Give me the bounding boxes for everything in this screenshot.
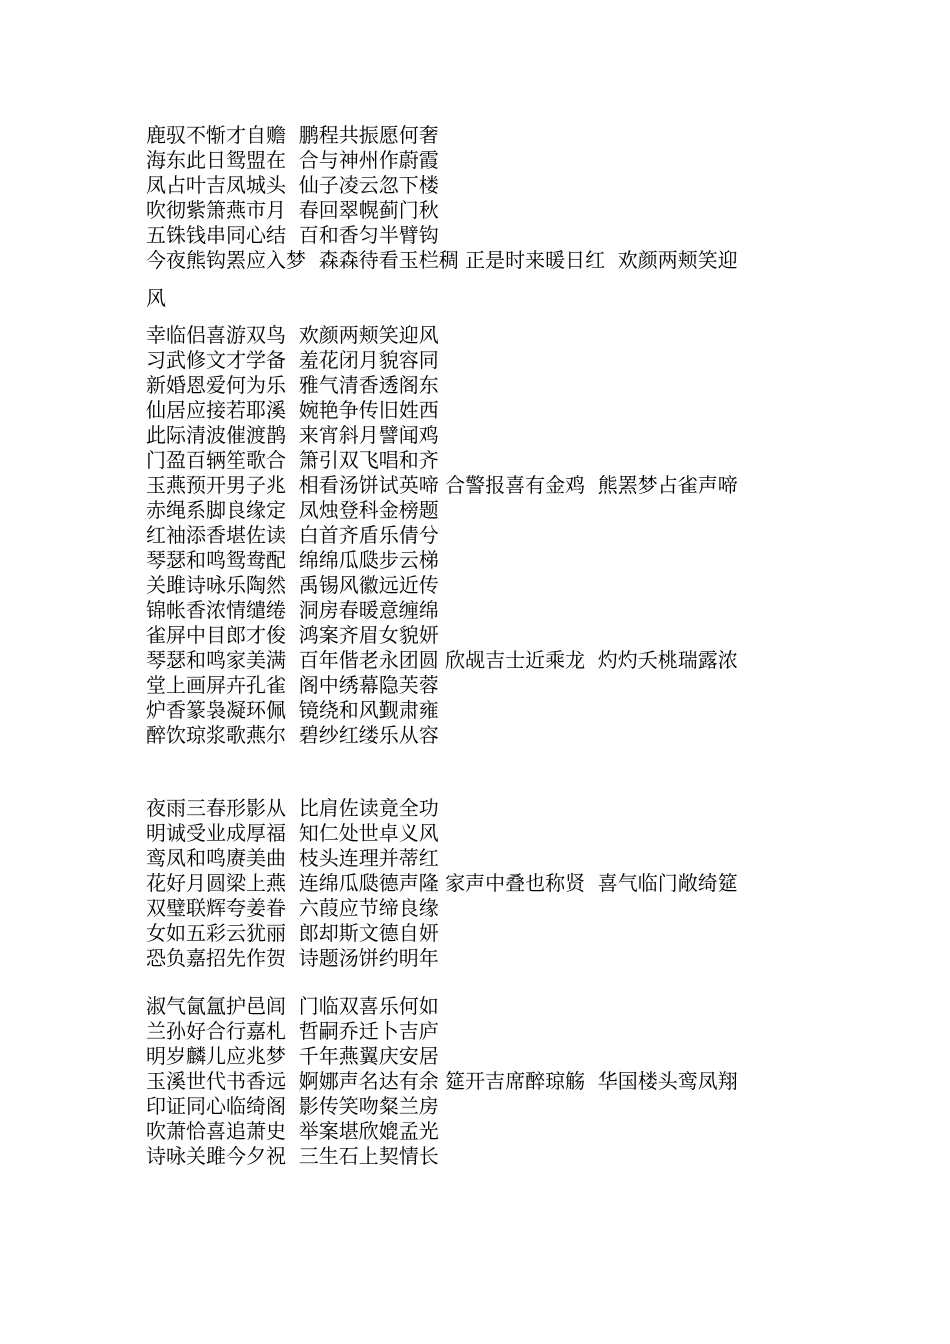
- text-line: 关雎诗咏乐陶然 禹锡风徽远近传: [146, 573, 439, 597]
- text-line: 淑气氤氲护邑闾 门临双喜乐何如: [146, 994, 439, 1018]
- text-line: 风: [146, 286, 166, 310]
- text-line: 锦帐香浓情缱绻 洞房春暖意缠绵: [146, 598, 439, 622]
- text-line: 明岁麟儿应兆梦 千年燕翼庆安居: [146, 1044, 439, 1068]
- text-line: 双璧联辉夸姜眷 六葭应节缔良缘: [146, 896, 439, 920]
- text-line: 堂上画屏卉孔雀 阁中绣幕隐芙蓉: [146, 673, 439, 697]
- text-line: 此际清波催渡鹊 来宵斜月譬闻鸡: [146, 423, 439, 447]
- text-line: 吹萧恰喜追萧史 举案堪欣媲孟光: [146, 1119, 439, 1143]
- text-line: 仙居应接若耶溪 婉艳争传旧姓西: [146, 398, 439, 422]
- text-line: 玉燕预开男子兆 相看汤饼试英啼 合警报喜有金鸡 熊罴梦占雀声啼: [146, 473, 738, 497]
- text-line: 幸临侣喜游双鸟 欢颜两颊笑迎风: [146, 323, 439, 347]
- text-line: 花好月圆梁上燕 连绵瓜瓞德声隆 家声中叠也称贤 喜气临门敞绮筵: [146, 871, 738, 895]
- text-line: 兰孙好合行嘉札 哲嗣乔迁卜吉庐: [146, 1019, 439, 1043]
- text-line: 门盈百辆笙歌合 箫引双飞唱和齐: [146, 448, 439, 472]
- text-line: 炉香篆袅凝环佩 镜绕和风觐肃雍: [146, 698, 439, 722]
- text-line: 恐负嘉招先作贺 诗题汤饼约明年: [146, 946, 439, 970]
- text-line: 明诚受业成厚福 知仁处世卓义风: [146, 821, 439, 845]
- text-line: 女如五彩云犹丽 郎却斯文德自妍: [146, 921, 439, 945]
- text-line: 鹿驭不惭才自赡 鹏程共振愿何奢: [146, 123, 439, 147]
- text-line: 鸾凤和鸣赓美曲 枝头连理并蒂红: [146, 846, 439, 870]
- text-line: 红袖添香堪佐读 白首齐盾乐倩兮: [146, 523, 439, 547]
- text-line: 琴瑟和鸣家美满 百年偕老永团圆 欣觇吉士近乘龙 灼灼夭桃瑞露浓: [146, 648, 738, 672]
- text-line: 新婚恩爱何为乐 雅气清香透阁东: [146, 373, 439, 397]
- text-line: 吹彻紫箫燕市月 春回翠幌蓟门秋: [146, 198, 439, 222]
- text-line: 雀屏中目郎才俊 鸿案齐眉女貌妍: [146, 623, 439, 647]
- text-line: 醉饮琼浆歌燕尔 碧纱红缕乐从容: [146, 723, 439, 747]
- text-line: 海东此日鸳盟在 合与神州作蔚霞: [146, 148, 439, 172]
- text-line: 诗咏关雎今夕祝 三生石上契情长: [146, 1144, 439, 1168]
- text-line: 凤占叶吉凤城头 仙子凌云忽下楼: [146, 173, 439, 197]
- text-line: 习武修文才学备 羞花闭月貌容同: [146, 348, 439, 372]
- text-line: 赤绳系脚良缘定 凤烛登科金榜题: [146, 498, 439, 522]
- text-line: 今夜熊钩罴应入梦 森森待看玉栏稠 正是时来暖日红 欢颜两颊笑迎: [146, 248, 738, 272]
- text-line: 夜雨三春形影从 比肩佐读竟全功: [146, 796, 439, 820]
- text-line: 玉溪世代书香远 婀娜声名达有余 筵开吉席醉琼觞 华国楼头鸾凤翔: [146, 1069, 738, 1093]
- text-line: 五铢钱串同心结 百和香匀半臂钩: [146, 223, 439, 247]
- text-line: 印证同心临绮阁 影传笑吻粲兰房: [146, 1094, 439, 1118]
- text-line: 琴瑟和鸣鸳鸯配 绵绵瓜瓞步云梯: [146, 548, 439, 572]
